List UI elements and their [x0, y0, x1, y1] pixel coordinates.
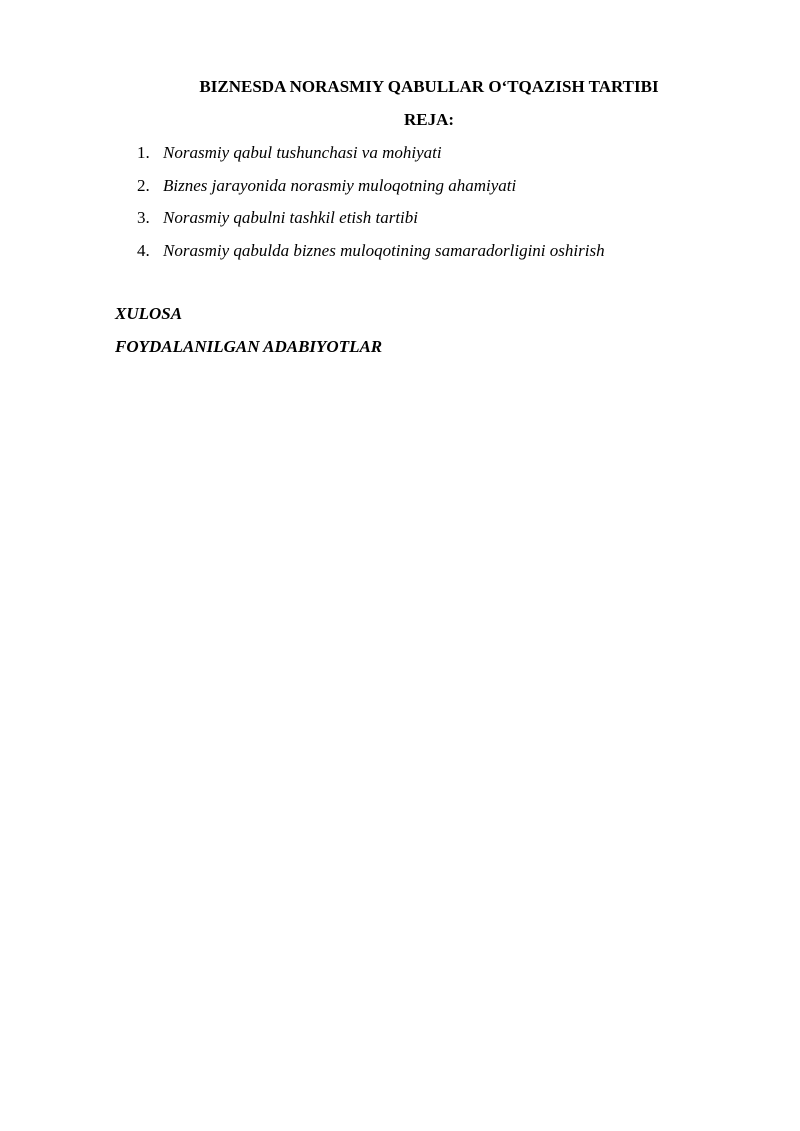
plan-item-number: 3.: [137, 208, 150, 227]
plan-item-text: Norasmiy qabulda biznes muloqotining samaradorligini oshirish: [163, 240, 605, 260]
conclusion-heading: XULOSA: [115, 304, 183, 323]
plan-item: [137, 142, 605, 175]
plan-item-number: 4.: [137, 240, 150, 260]
plan-heading: REJA:: [403, 110, 455, 129]
plan-item-text: Biznes jarayonida norasmiy muloqotning ahamiyati: [163, 175, 517, 195]
plan-item-number: 1.: [137, 143, 150, 162]
plan-item-text: Norasmiy qabul tushunchasi va mohiyati: [163, 143, 442, 162]
plan-item-number: 2.: [137, 175, 150, 195]
plan-item: [137, 175, 605, 208]
document-title: BIZNESDA NORASMIY QABULLAR O‘TQAZISH TARTIBI: [199, 77, 659, 96]
plan-list: [137, 142, 605, 272]
references-heading: FOYDALANILGAN ADABIYOTLAR: [115, 337, 383, 356]
plan-item-text: Norasmiy qabulni tashkil etish tartibi: [163, 208, 419, 227]
plan-item: [137, 207, 605, 240]
plan-item: [137, 240, 605, 273]
